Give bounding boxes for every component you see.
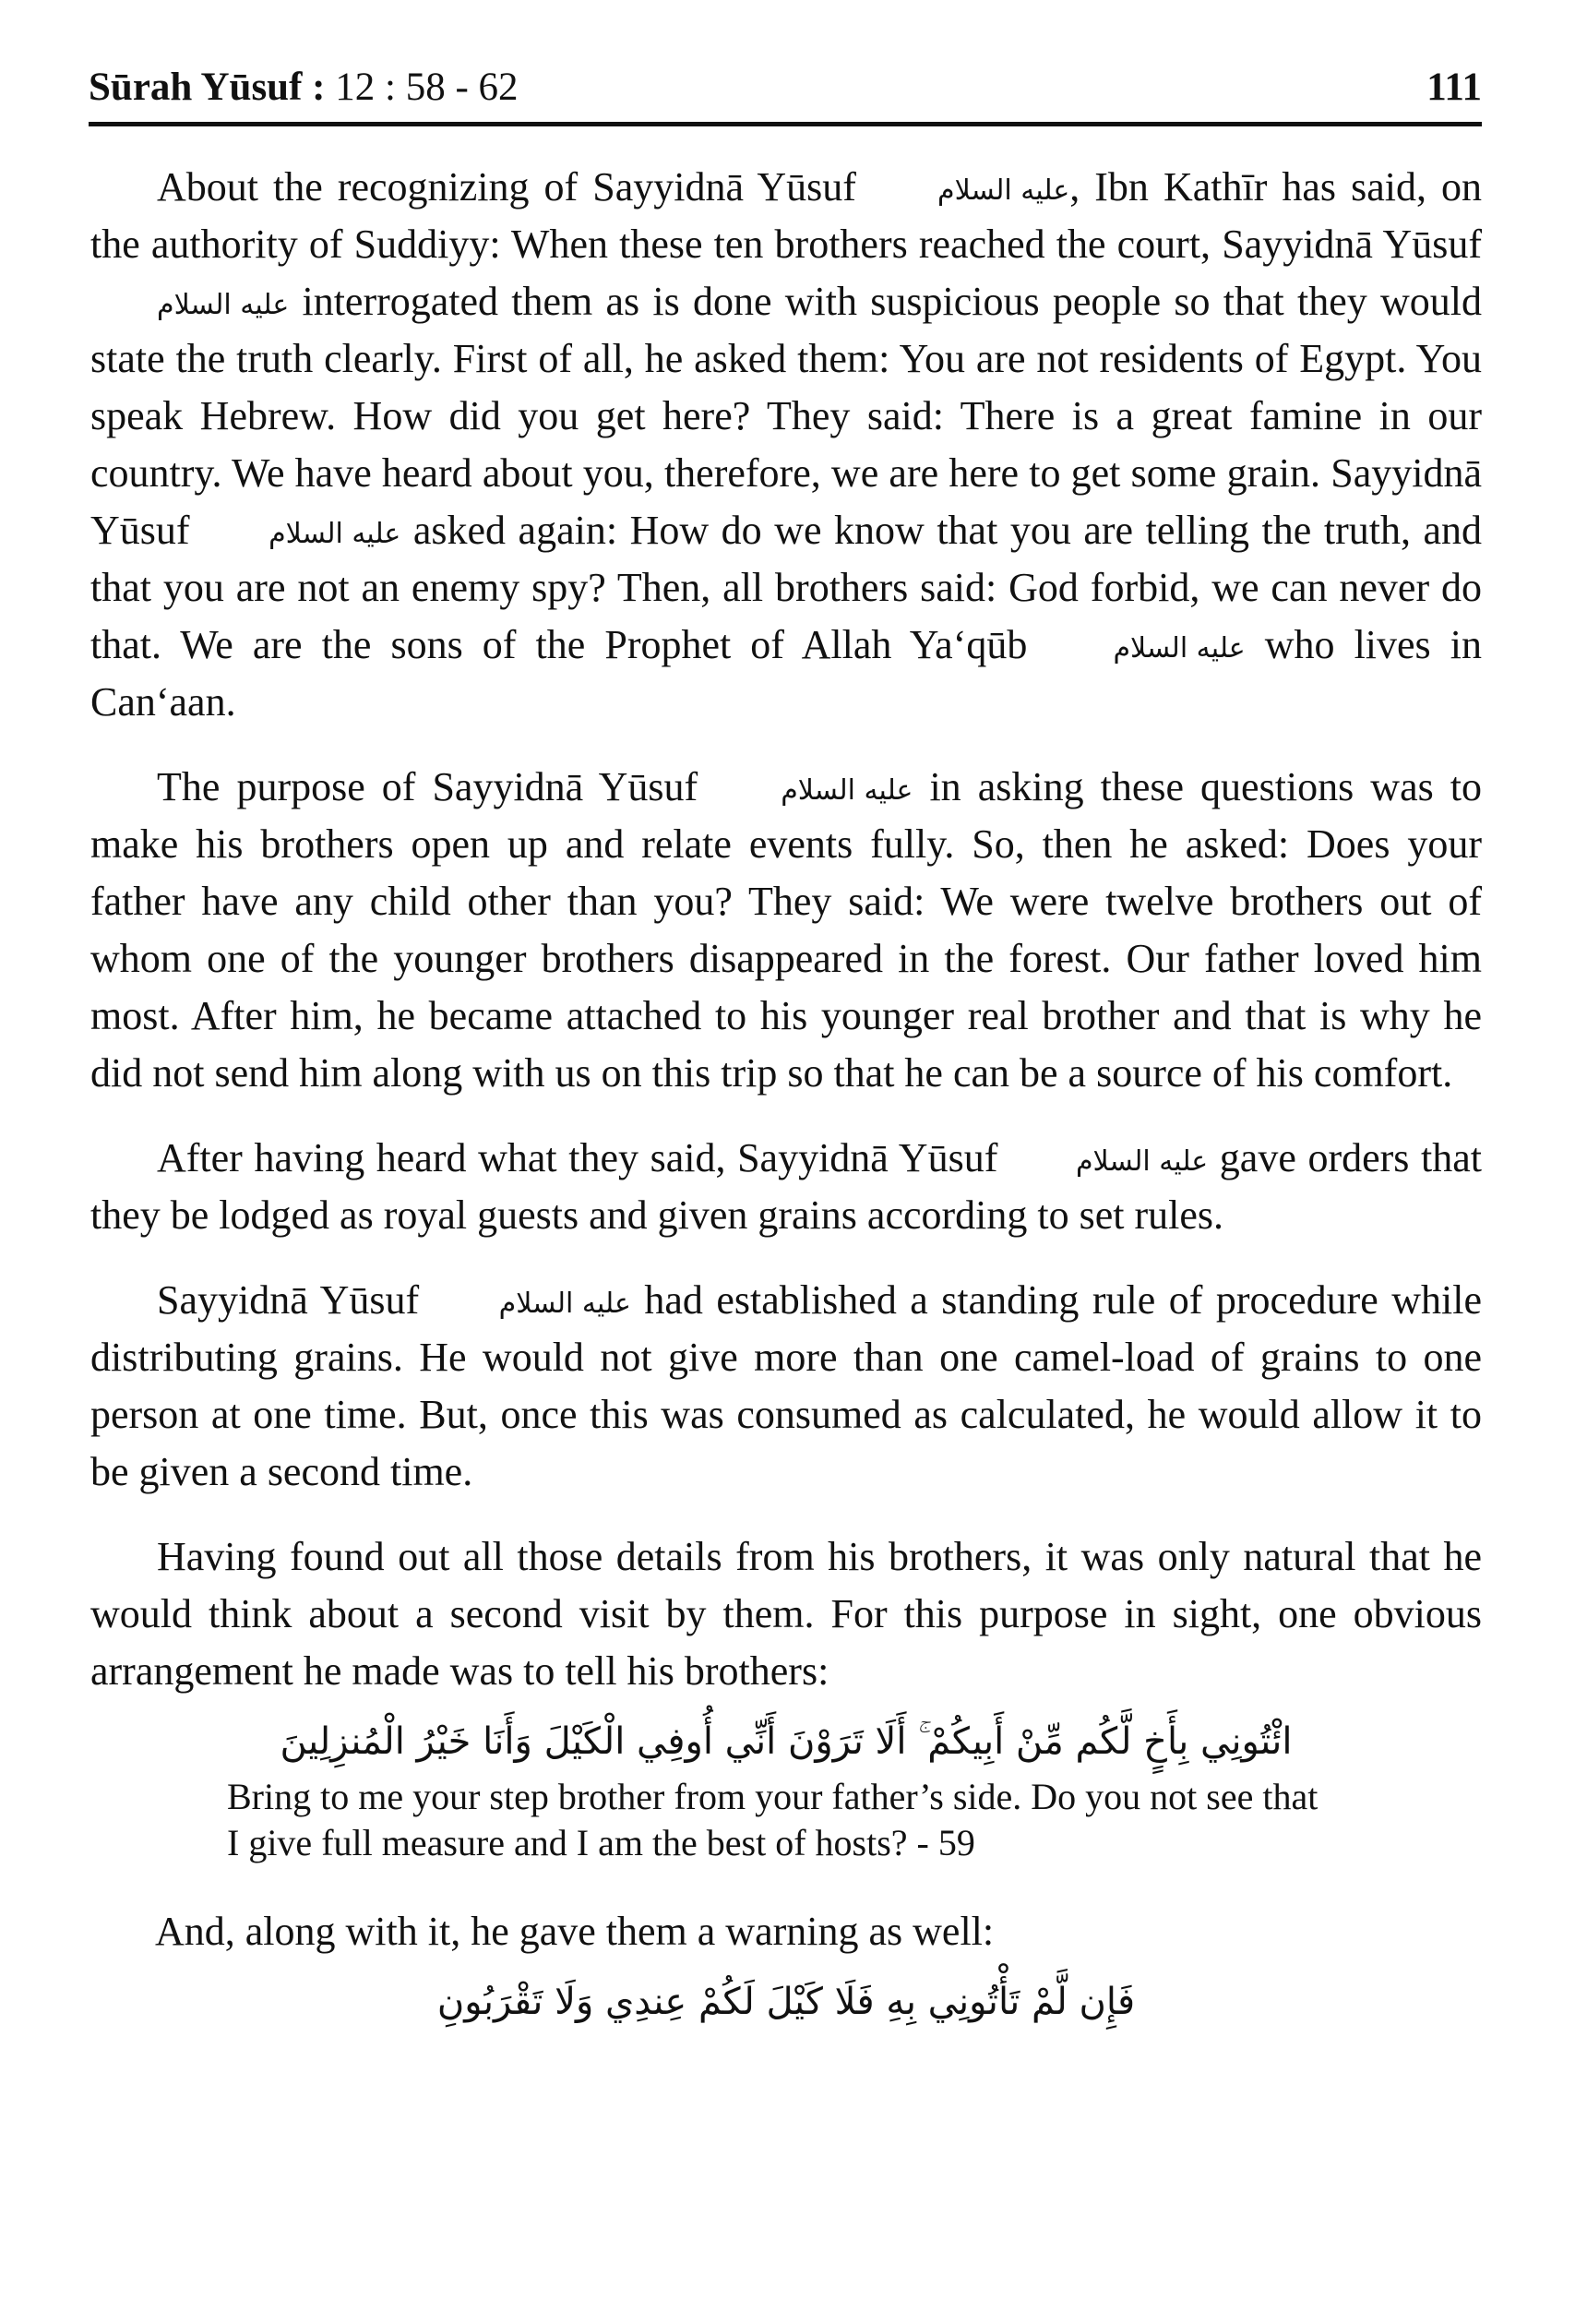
p1-text-c: interrogated them as is done with suspicious people so that they would state the truth clearly. First of all, he asked them: You are not residents of Egypt. You speak Hebrew. How did you get here? They said: There is a great famine in our country. We have heard about you, therefore, we are here to get some grain. Sayyidnā Yūsuf (90, 279, 1482, 553)
page-number: 111 (1426, 66, 1482, 109)
p1-text-b: , Ibn Kathīr has said, on the authority of Suddiyy: When these ten brothers reached the court, Sayyidnā Yūsuf (90, 164, 1482, 267)
p2-text-a: The purpose of Sayyidnā Yūsuf (157, 764, 715, 809)
p3-text-a: After having heard what they said, Sayyidnā Yūsuf (157, 1135, 1009, 1180)
p1-text-e: who lives in Can‘aan. (90, 622, 1482, 725)
verse-range: 12 : 58 - 62 (325, 66, 519, 109)
verse-59-translation: Bring to me your step brother from your father’s side. Do you not see that I give full measure and I am the best of hosts? - 59 (227, 1776, 1319, 1863)
honorific-glyph: عليه السلام (1075, 1144, 1209, 1178)
running-title (89, 65, 519, 110)
paragraph-second-visit: Having found out all those details from his brothers, it was only natural that he would think about a second visit by them. For this purpose in sight, one obvious arrangement he made was to tell his brothers: (90, 1534, 1482, 1694)
p4-text-a: Sayyidnā Yūsuf (157, 1277, 433, 1323)
verse-60-arabic: فَإِن لَّمْ تَأْتُونِي بِهِ فَلَا كَيْلَ لَكُمْ عِندِي وَلَا تَقْرَبُونِ (436, 1981, 1136, 2023)
paragraph-recognition (90, 159, 1482, 731)
header-rule (89, 122, 1482, 126)
p1-text-d: asked again: How do we know that you are telling the truth, and that you are not an enemy spy? Then, all brothers said: God forbid, we can never do that. We are the sons of the Prophet of Allah Ya‘qūb (90, 508, 1482, 667)
verse-59-arabic: ائْتُونِي بِأَخٍ لَّكُم مِّنْ أَبِيكُمْ ۚ أَلَا تَرَوْنَ أَنِّي أُوفِي الْكَيْلَ وَأَنَا خَيْرُ الْمُنزِلِينَ (280, 1720, 1293, 1763)
surah-name: Sūrah Yūsuf : (89, 66, 326, 109)
warning-intro: And, along with it, he gave them a warning as well: (155, 1909, 995, 1954)
honorific-glyph: عليه السلام (498, 1287, 631, 1320)
p4-text-b: had established a standing rule of procedure while distributing grains. He would not give more than one camel-load of grains to one person at one time. But, once this was consumed as calculated, he would allow it to be given a second time. (90, 1277, 1483, 1494)
paragraph-orders (90, 1130, 1482, 1244)
p2-text-b: in asking these questions was to make his brothers open up and relate events fully. So, then he asked: Does your father have any child other than you? They said: We were twelve brothers out of whom one of the younger brothers disappeared in the forest. Our father loved him most. After him, he became attached to his younger real brother and that is why he did not send him along with us on this trip so that he can be a source of his comfort. (90, 764, 1482, 1096)
honorific-glyph: عليه السلام (937, 174, 1070, 207)
honorific-glyph: عليه السلام (157, 288, 290, 321)
honorific-glyph: عليه السلام (781, 773, 913, 807)
page-body (90, 159, 1482, 2034)
honorific-glyph: عليه السلام (268, 517, 401, 550)
p1-text-a: About the recognizing of Sayyidnā Yūsuf (157, 164, 871, 210)
paragraph-purpose (90, 759, 1482, 1102)
paragraph-procedure (90, 1272, 1482, 1501)
running-header (89, 65, 1482, 129)
honorific-glyph: عليه السلام (1113, 631, 1246, 665)
p3-text-b: gave orders that they be lodged as royal guests and given grains according to set rules. (90, 1135, 1482, 1238)
